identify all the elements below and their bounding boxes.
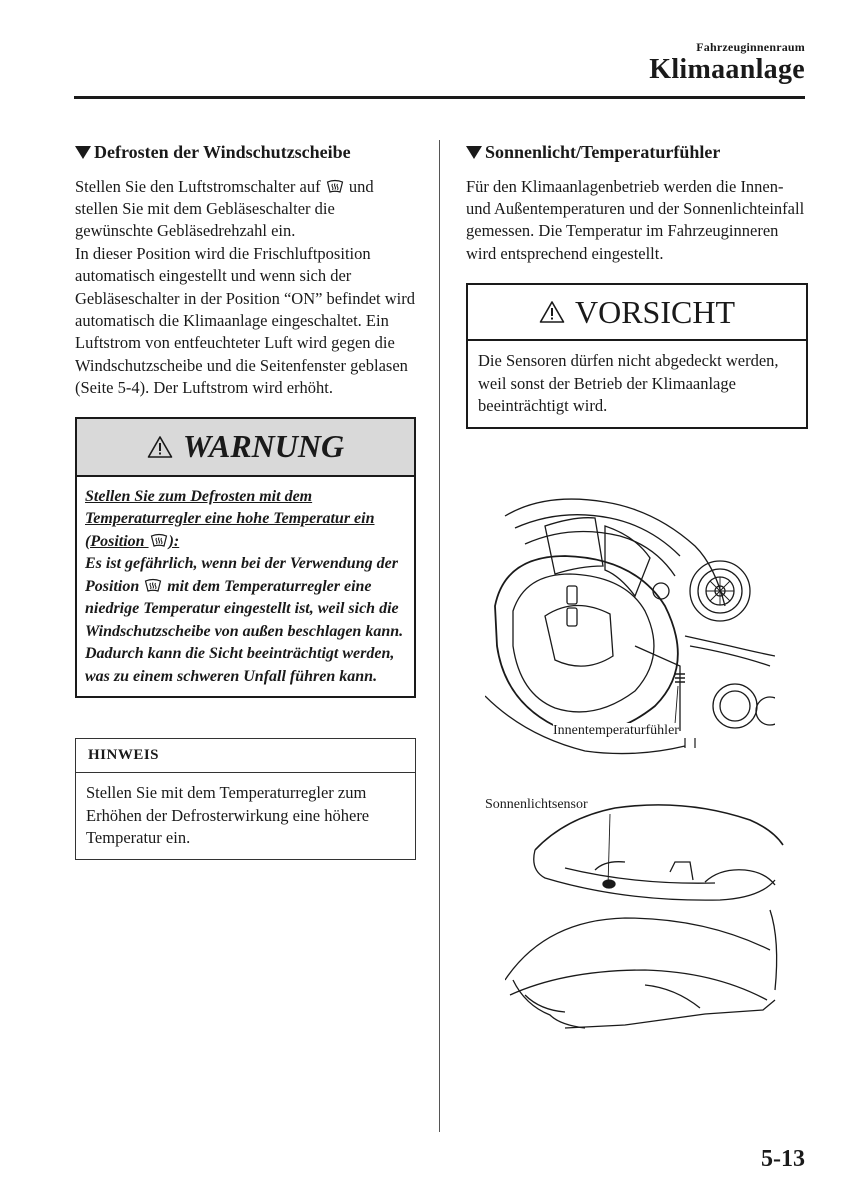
sunlight-sensor-label: Sonnenlichtsensor (485, 797, 588, 812)
page-title: Klimaanlage (649, 54, 805, 85)
interior-sensor-label: Innentemperaturfühler (553, 723, 679, 738)
section-label: Fahrzeuginnenraum (696, 40, 805, 54)
defrost-heading-text: Defrosten der Windschutzscheibe (94, 142, 351, 162)
warning-ul-part1: Stellen Sie zum Defrosten mit dem Temperaturregler eine hohe Temperatur ein (Position (85, 487, 375, 550)
sensor-paragraph: Für den Klimaanlagenbetrieb werden die Innen- und Außentemperaturen und der Sonnenlichteinfall gemessen. Die Temperatur im Fahrzeuginneren wird entsprechend eingestellt. (466, 176, 805, 263)
sensor-heading-text: Sonnenlicht/Temperaturfühler (485, 142, 721, 162)
defrost-paragraph (75, 176, 416, 400)
defrost-text-part2: und stellen Sie mit dem Gebläseschalter die gewünschte Gebläsedrehzahl ein. (75, 176, 374, 241)
left-column (75, 142, 416, 860)
warning-text (77, 477, 414, 697)
triangle-bullet-icon (466, 146, 482, 159)
sensor-heading (466, 142, 808, 164)
warning-box (75, 417, 416, 699)
caution-box (466, 283, 808, 429)
windshield-defrost-icon (144, 578, 162, 593)
caution-header (468, 285, 806, 341)
column-divider (439, 140, 440, 1132)
hint-header: HINWEIS (76, 739, 415, 773)
defrost-text-part1: Stellen Sie den Luftstromschalter auf (75, 176, 325, 196)
defrost-heading (75, 142, 416, 164)
warning-text-part2: mit dem Temperaturregler eine niedrige Temperatur eingestellt ist, weil sich die Windschutzscheibe von außen beschlagen kann. Dadurch kann die Sicht beeinträchtigt werden, was zu einem schweren Unfall führen kann. (85, 577, 404, 685)
warning-underlined-text (85, 488, 375, 550)
caution-triangle-icon (539, 300, 565, 324)
warning-triangle-icon (147, 435, 173, 459)
sunlight-sensor-leader-line (580, 812, 620, 892)
warning-ul-part2: ): (168, 532, 180, 550)
windshield-defrost-icon (326, 179, 344, 194)
hint-text: Stellen Sie mit dem Temperaturregler zum Erhöhen der Defrosterwirkung eine höhere Temperatur ein. (86, 783, 370, 847)
windshield-defrost-icon (150, 533, 168, 548)
caution-text: Die Sensoren dürfen nicht abgedeckt werden, weil sonst der Betrieb der Klimaanlage beeinträchtigt wird. (478, 351, 779, 416)
triangle-bullet-icon (75, 146, 91, 159)
warning-text-part1: Es ist gefährlich, wenn bei der Verwendung der Position (85, 555, 398, 595)
warning-header (77, 419, 414, 477)
warning-title: WARNUNG (182, 428, 345, 465)
windshield-illustration (505, 800, 785, 1040)
hint-box (75, 738, 416, 860)
page-number: 5-13 (761, 1146, 805, 1172)
title-rule (74, 96, 805, 99)
caution-title: VORSICHT (574, 293, 735, 330)
right-column (466, 142, 808, 429)
defrost-text-part3: In dieser Position wird die Frischluftposition automatisch eingestellt und wenn sich der Gebläseschalter in der Position “ON” befindet wird automatisch die Klimaanlage eingeschaltet. Ein Luftstrom von entfeuchteter Luft wird gegen die Windschutzscheibe und die Seitenfenster geblasen (Seite 5-4). Der Luftstrom wird erhöht. (75, 243, 415, 398)
